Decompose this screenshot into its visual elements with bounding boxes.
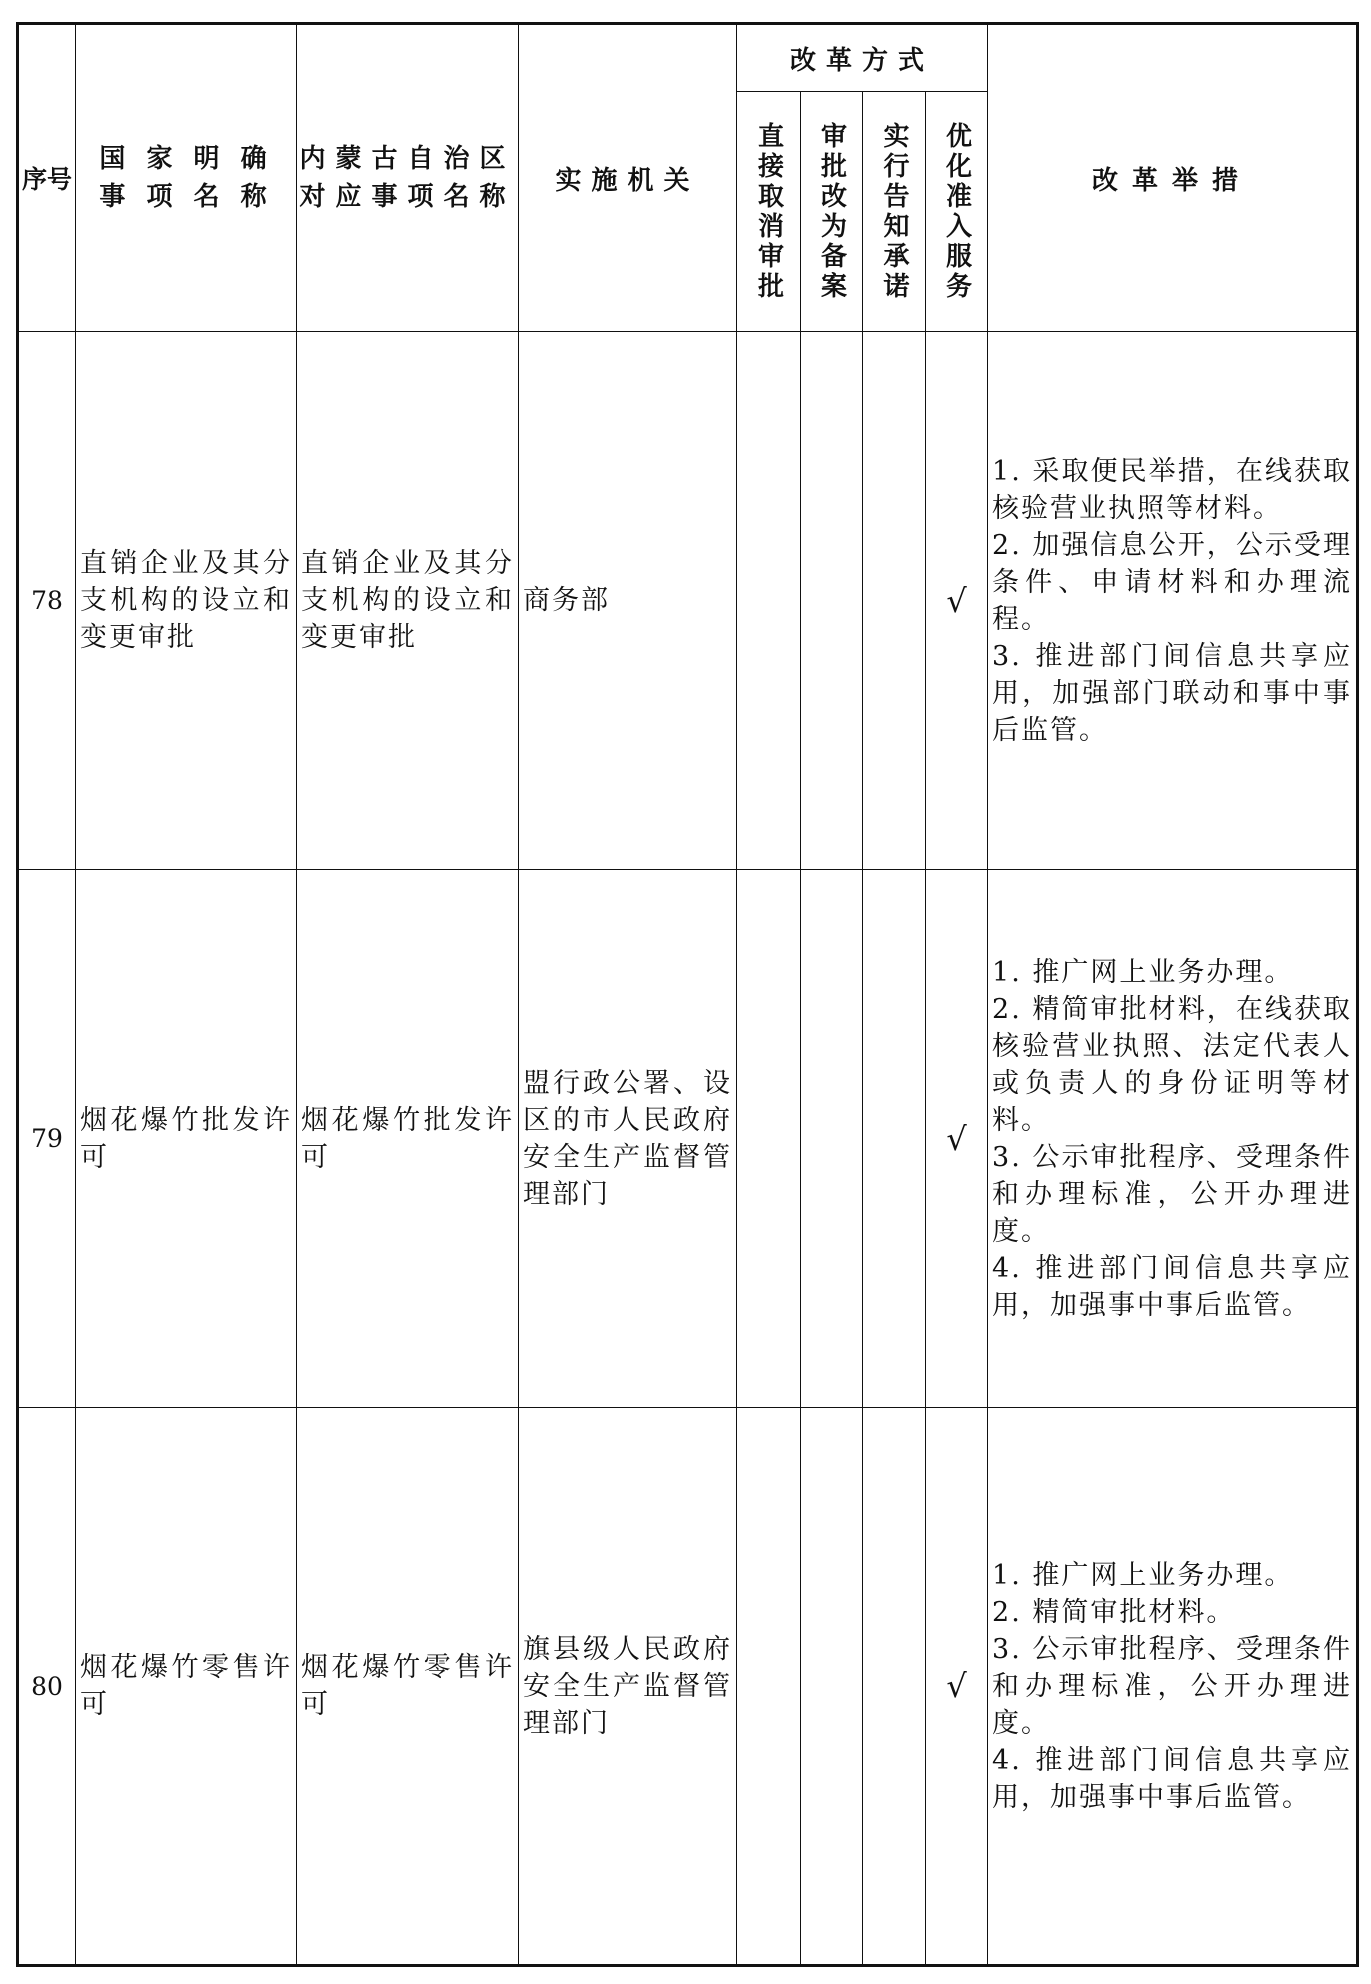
row-seq: 78 [18, 332, 76, 870]
header-local-item-name-line2: 对应事项名称 [299, 182, 516, 212]
row-mark-optimize: √ [926, 870, 988, 1408]
header-national-item-name-line1: 国 家 明 确 [99, 144, 273, 174]
measure-item: 4. 推进部门间信息共享应用，加强事中事后监管。 [992, 1252, 1353, 1321]
table-row [18, 332, 1358, 870]
row-national-name: 直销企业及其分支机构的设立和变更审批 [76, 332, 297, 870]
header-reform-method: 改革方式 [737, 24, 988, 92]
row-seq: 80 [18, 1408, 76, 1966]
row-seq: 79 [18, 870, 76, 1408]
header-local-item-name [297, 24, 519, 332]
measure-item: 3. 公示审批程序、受理条件和办理标准，公开办理进度。 [992, 1141, 1353, 1247]
header-method-notify-commit: 实行告知承诺 [863, 92, 926, 332]
row-local-name: 烟花爆竹零售许可 [297, 1408, 519, 1966]
header-measures: 改革举措 [988, 24, 1358, 332]
measure-item: 1. 推广网上业务办理。 [992, 1559, 1294, 1591]
measure-item: 2. 精简审批材料。 [992, 1596, 1236, 1628]
row-measures [988, 332, 1358, 870]
measure-item: 4. 推进部门间信息共享应用，加强事中事后监管。 [992, 1744, 1353, 1813]
header-local-item-name-line1: 内蒙古自治区 [299, 144, 516, 174]
row-mark-cancel [737, 870, 801, 1408]
row-mark-optimize: √ [926, 332, 988, 870]
reform-table [16, 22, 1359, 1967]
row-mark-optimize: √ [926, 1408, 988, 1966]
header-method-optimize-service: 优化准入服务 [926, 92, 988, 332]
row-local-name: 直销企业及其分支机构的设立和变更审批 [297, 332, 519, 870]
header-seq: 序号 [18, 24, 76, 332]
measure-item: 2. 精简审批材料，在线获取核验营业执照、法定代表人或负责人的身份证明等材料。 [992, 993, 1353, 1136]
measure-item: 1. 推广网上业务办理。 [992, 956, 1294, 988]
row-mark-cancel [737, 1408, 801, 1966]
row-measures [988, 1408, 1358, 1966]
table-row [18, 1408, 1358, 1966]
measure-item: 3. 公示审批程序、受理条件和办理标准，公开办理进度。 [992, 1633, 1353, 1739]
table-row [18, 870, 1358, 1408]
measure-item: 3. 推进部门间信息共享应用，加强部门联动和事中事后监管。 [992, 640, 1353, 746]
header-method-cancel: 直接取消审批 [737, 92, 801, 332]
row-mark-notify [863, 870, 926, 1408]
row-national-name: 烟花爆竹批发许可 [76, 870, 297, 1408]
row-mark-filing [801, 332, 863, 870]
header-agency: 实施机关 [519, 24, 737, 332]
header-method-filing: 审批改为备案 [801, 92, 863, 332]
row-local-name: 烟花爆竹批发许可 [297, 870, 519, 1408]
row-agency: 盟行政公署、设区的市人民政府安全生产监督管理部门 [519, 870, 737, 1408]
row-mark-notify [863, 1408, 926, 1966]
row-mark-notify [863, 332, 926, 870]
measure-item: 2. 加强信息公开，公示受理条件、申请材料和办理流程。 [992, 529, 1353, 635]
row-mark-filing [801, 1408, 863, 1966]
header-national-item-name-line2: 事 项 名 称 [99, 182, 273, 212]
row-mark-cancel [737, 332, 801, 870]
row-measures [988, 870, 1358, 1408]
measure-item: 1. 采取便民举措，在线获取核验营业执照等材料。 [992, 455, 1353, 524]
row-agency: 商务部 [519, 332, 737, 870]
header-national-item-name [76, 24, 297, 332]
row-agency: 旗县级人民政府安全生产监督管理部门 [519, 1408, 737, 1966]
row-mark-filing [801, 870, 863, 1408]
row-national-name: 烟花爆竹零售许可 [76, 1408, 297, 1966]
